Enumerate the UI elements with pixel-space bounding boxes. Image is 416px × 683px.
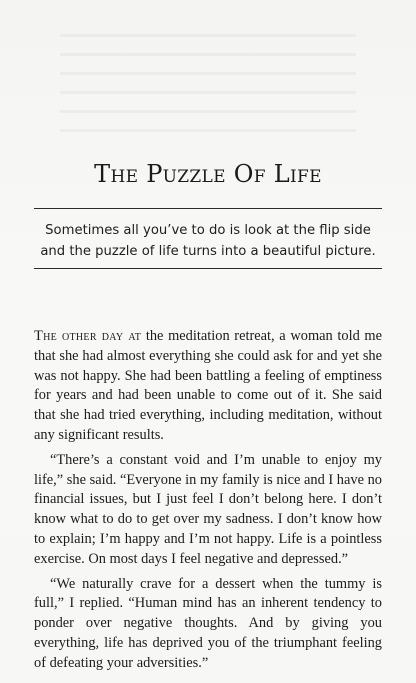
body-paragraph-3: “We naturally crave for a dessert when the tummy is full,” I replied. “Human mind has an inherent tendency to ponder over negative thoughts. And by giving you everything, life has deprived you of the triumphant feeling of defeating your adversities.” [34,575,382,671]
body-paragraph-2: “There’s a constant void and I’m unable to enjoy my life,” she said. “Everyone in my family is nice and I have no financial issues, but I just feel I don’t belong here. I don’t know what to do to get over my sadness. I don’t know how to explain; I’m happy and I’m not happy. Life is a pointless exercise. On most days I feel negative and depressed.” [34,451,382,567]
chapter-title: The Puzzle Of Life [94,160,322,188]
chapter-body [34,327,382,679]
epigraph-top-rule [34,208,382,209]
show-through-text [60,18,356,138]
body-paragraph-1 [34,327,382,446]
paragraph-text: the meditation retreat, a woman told me that she had almost everything she could ask for and yet she was not happy. She had been battling a feeling of emptiness for years and had been unable to come out of it. She said that she had tried everything, including meditation, without any significant results. [34,328,382,443]
chapter-epigraph: Sometimes all you’ve to do is look at the flip side and the puzzle of life turns into a beautiful picture. [40,223,376,259]
opening-small-caps: The other day at [34,328,142,344]
epigraph-bottom-rule [34,268,382,269]
